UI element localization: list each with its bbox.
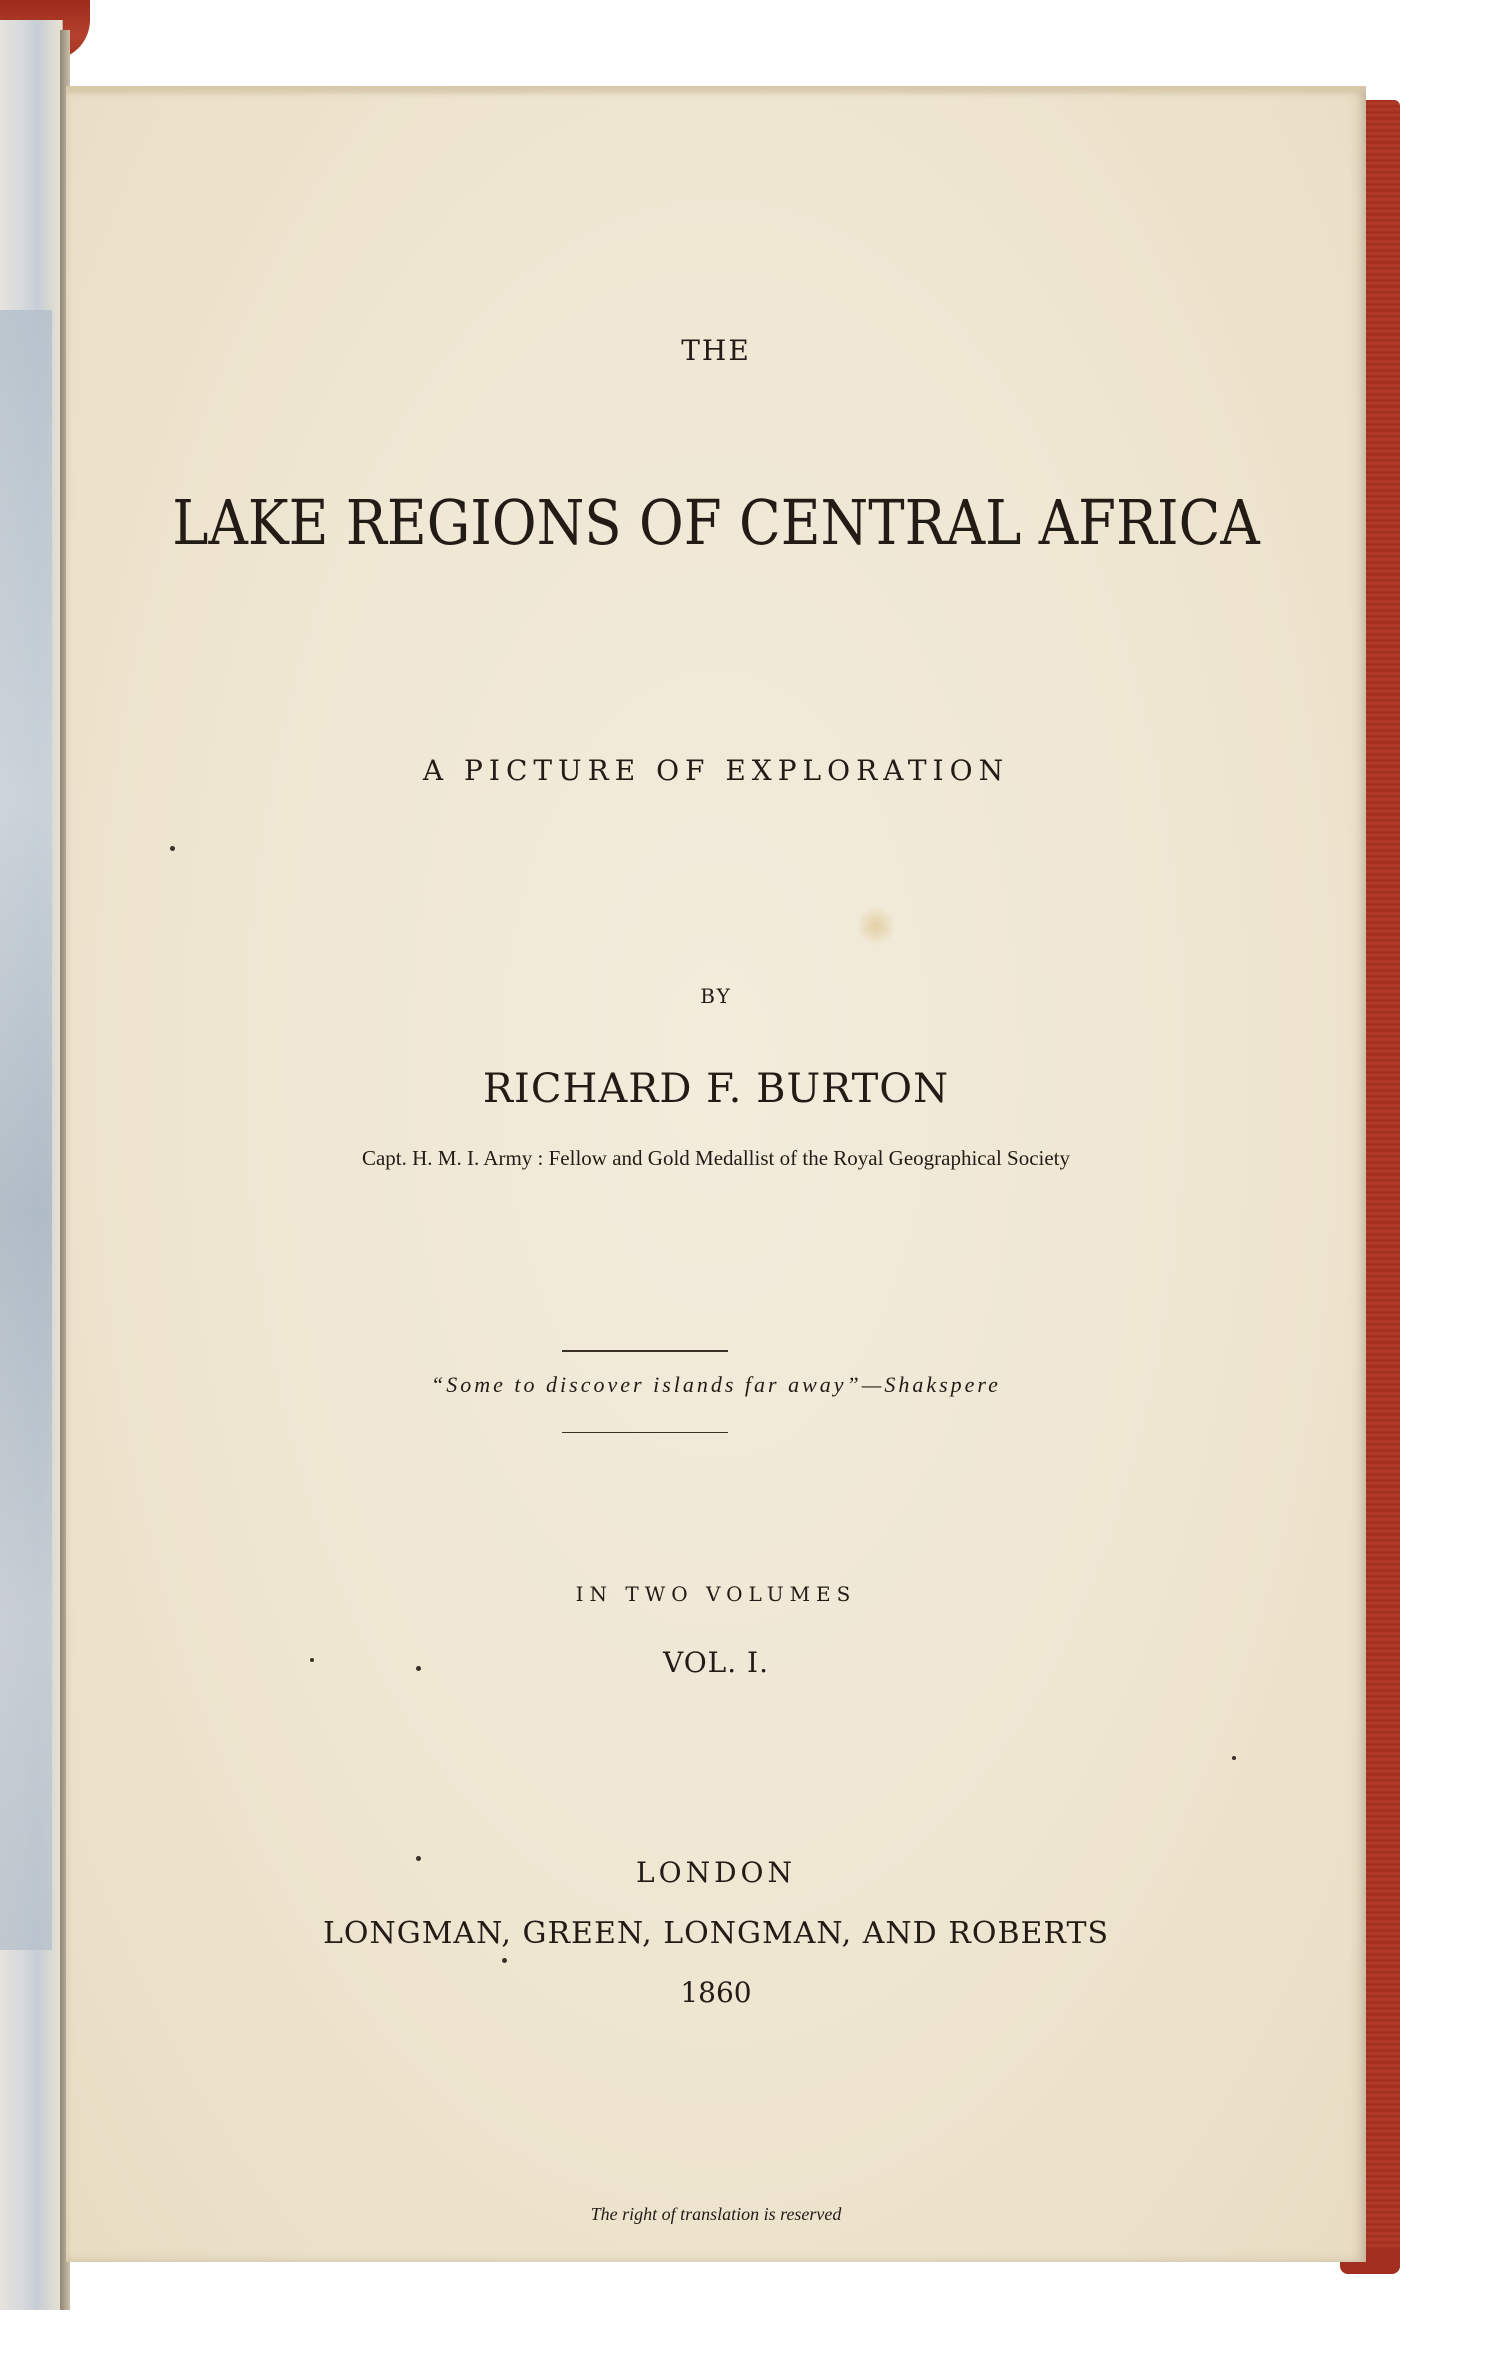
epigraph: “Some to discover islands far away”—Shakspere: [431, 1372, 1001, 1397]
book-subtitle: A PICTURE OF EXPLORATION: [422, 754, 1010, 787]
imprint-city: LONDON: [636, 1856, 796, 1889]
foxing-stain: [856, 906, 896, 946]
foxing-spot: [502, 1958, 507, 1963]
rights-notice: The right of translation is reserved: [590, 2204, 842, 2224]
book-title: LAKE REGIONS OF CENTRAL AFRICA: [172, 486, 1260, 559]
foxing-spot: [170, 846, 175, 851]
title-kicker: THE: [681, 334, 751, 367]
page-edge-shadow: [66, 86, 1366, 96]
author-credentials: Capt. H. M. I. Army : Fellow and Gold Medallist of the Royal Geographical Society: [361, 1146, 1071, 1170]
byline-label: BY: [700, 984, 732, 1008]
epigraph-rule-top: [562, 1350, 728, 1352]
epigraph-rule-bottom: [562, 1432, 728, 1433]
facing-page-edge: [0, 20, 63, 2310]
author-name: RICHARD F. BURTON: [482, 1066, 950, 1112]
volumes-line: IN TWO VOLUMES: [575, 1582, 857, 1606]
volume-number: VOL. I.: [662, 1646, 770, 1679]
imprint-publisher: LONGMAN, GREEN, LONGMAN, AND ROBERTS: [322, 1916, 1110, 1951]
frontispiece-plate-edge: [0, 310, 52, 1950]
foxing-spot: [1232, 1756, 1236, 1760]
imprint-year: 1860: [680, 1976, 752, 2009]
title-page: [66, 86, 1366, 2262]
